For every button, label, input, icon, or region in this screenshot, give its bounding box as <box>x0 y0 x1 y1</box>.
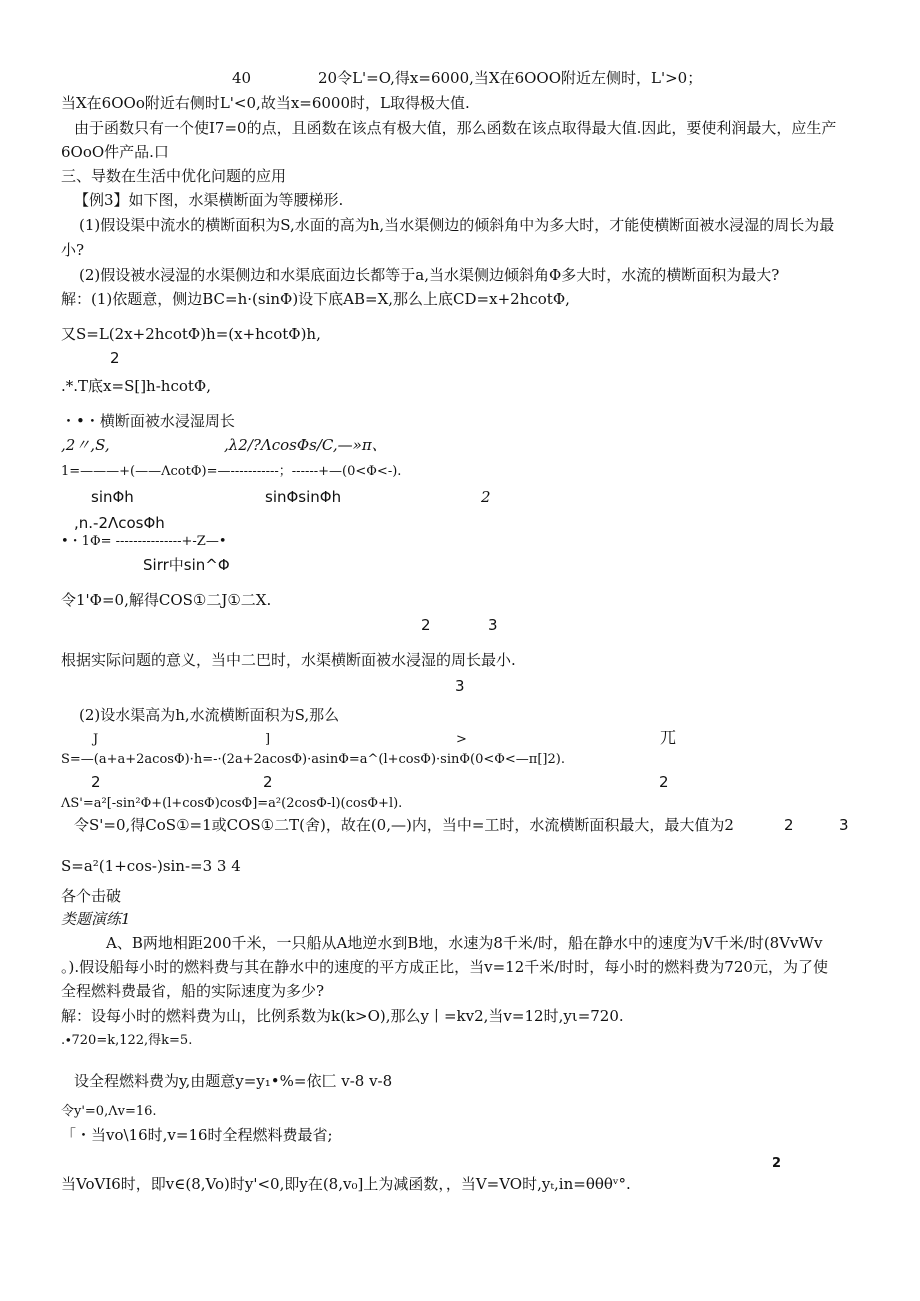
formula-area: 又S=L(2x+2hcotΦ)h=(x+hcotΦ)h, <box>61 325 321 343</box>
area-denominator-3: 2 <box>659 773 669 791</box>
derivative-denominator: Sirr中sin^Φ <box>143 556 230 574</box>
area-numerator-2: ] <box>265 732 271 747</box>
perimeter-denominator-2: sinΦsinΦh <box>265 488 342 506</box>
line-04: 6OoO件产品.口 <box>61 143 169 161</box>
area-formula: S=—(a+a+2acosΦ)·h=-·(2a+2acosΦ)·asinΦ=a^(l+cosΦ)·sinΦ(0<Φ<—π[]2). <box>61 752 565 767</box>
area-denominator-1: 2 <box>91 773 101 791</box>
practice-solution-4: 令y'=0,Λv=16. <box>61 1104 157 1119</box>
line-01: 20令L'=O,得x=6000,当X在6OOO附近左侧时，L'>0； <box>318 69 703 87</box>
solve-denominator-2: 3 <box>488 616 498 634</box>
practice-solution-6: 当VoVI6时，即v∈(8,Vo)时y'<0,即y在(8,v₀]上为减函数，，当V=VO时,yₜ,in=θθθᵛ°. <box>61 1175 631 1193</box>
conclusion-2-num-1: 2 <box>784 816 794 834</box>
question-1-cont: 小? <box>61 241 85 259</box>
solution-2: (2)设水渠高为h,水流横断面积为S,那么 <box>79 706 340 724</box>
section-heading: 三、导数在生活中优化问题的应用 <box>61 167 287 185</box>
max-area-value: S=a²(1+cos-)sin-=3 3 4 <box>61 857 241 875</box>
perimeter-denominator-1: sinΦh <box>91 488 134 506</box>
area-numerator-3: > <box>456 732 467 747</box>
conclusion-1-denominator: 3 <box>455 677 465 695</box>
conclusion-2-num-2: 3 <box>839 816 849 834</box>
area-denominator-2: 2 <box>263 773 273 791</box>
question-2: (2)假设被水浸湿的水渠侧边和水渠底面边长都等于a,当水渠侧边倾斜角Φ多大时，水流的横断面积为最大? <box>79 266 780 284</box>
derivative-formula: •・1Φ= ---------------+-Z—• <box>61 534 227 549</box>
practice-solution-5: 「・当vo\16时,v=16时全程燃料费最省; <box>61 1126 333 1144</box>
line-03: 由于函数只有一个使I7=0的点，且函数在该点有极大值，那么函数在该点取得最大值.因此，要使利润最大，应生产 <box>74 119 837 137</box>
area-derivative: ΛS'=a²[-sin²Φ+(l+cosΦ)cosΦ]=a²(2cosΦ-l)(cosΦ+l). <box>61 796 403 811</box>
fraction-denominator: 2 <box>110 349 120 367</box>
perimeter-denominator-3: 2 <box>481 488 491 506</box>
practice-solution-3: 设全程燃料费为y,由题意y=y₁•%=依匚 v-8 v-8 <box>74 1072 393 1090</box>
practice-problem-1: A、B两地相距200千米，一只船从A地逆水到B地，水速为8千米/时，船在静水中的速度为V千米/时(8VvWv <box>106 934 823 952</box>
area-numerator-pi: 兀 <box>660 728 677 747</box>
question-1: (1)假设渠中流水的横断面积为S,水面的高为h,当水渠侧边的倾斜角中为多大时，才能使横断面被水浸湿的周长为最 <box>79 216 835 234</box>
perimeter-row-1-left: ,2〃,S, <box>61 436 110 454</box>
example-3-title: 【例3】如下图，水渠横断面为等腰梯形. <box>74 191 344 209</box>
perimeter-label: ・•・横断面被水浸湿周长 <box>61 412 235 430</box>
solve-derivative: 令1'Φ=0,解得COS①二J①二X. <box>61 591 272 609</box>
perimeter-formula: 1=———+(——ΛcotΦ)=—-----------；------+—(0<Φ<-). <box>61 464 402 479</box>
practice-solution-2: .∙720=k,122,得k=5. <box>61 1033 193 1048</box>
area-numerator-1: J <box>93 732 99 747</box>
derivative-numerator: ,n.-2ΛcosΦh <box>74 514 165 532</box>
practice-solution-1: 解：设每小时的燃料费为山，比例系数为k(k>O),那么y丨=kv2,当v=12时,yι=720. <box>61 1007 624 1025</box>
practice-problem-3: 全程燃料费最省，船的实际速度为多少? <box>61 982 325 1000</box>
solution-1: 解：(1)依题意，侧边BC=h·(sinΦ)设下底AB=X,那么上底CD=x+2hcotΦ, <box>61 290 570 308</box>
formula-base: .*.T底x=S[]h-hcotΦ, <box>61 377 211 395</box>
practice-heading: 各个击破 <box>61 887 122 905</box>
practice-problem-2: 。).假设船每小时的燃料费与其在静水中的速度的平方成正比，当v=12千米/时时，每小时的燃料费为720元，为了使 <box>61 958 828 976</box>
conclusion-1: 根据实际问题的意义，当中二巴时，水渠横断面被水浸湿的周长最小. <box>61 651 516 669</box>
practice-title: 类题演练1 <box>61 910 131 928</box>
perimeter-row-1-right: ,λ2∕?ΛcosΦs/C,—»π、 <box>224 436 387 454</box>
conclusion-2: 令S'=0,得CoS①=1或COS①二T(舍)，故在(0,—)内，当中=工时，水流横断面积最大，最大值为2 <box>74 816 734 834</box>
line-02: 当X在6OOo附近右侧时L'<0,故当x=6000时，L取得极大值. <box>61 94 470 112</box>
line-01-number: 40 <box>232 69 252 87</box>
practice-superscript: 2 <box>772 1156 782 1171</box>
solve-denominator-1: 2 <box>421 616 431 634</box>
